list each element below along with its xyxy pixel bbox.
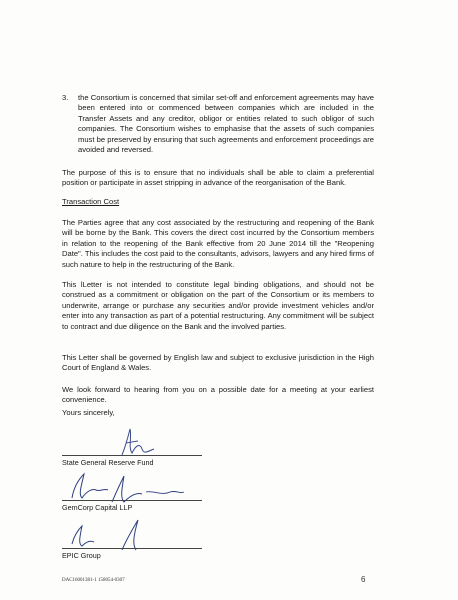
purpose-paragraph: The purpose of this is to ensure that no individuals shall be able to claim a preferential position or participate in asset stripping in advance of the reorganisation of the Bank. (62, 168, 374, 188)
signature-line-3 (62, 548, 202, 549)
signature-line-1 (62, 455, 202, 456)
paragraph-number: 3. (62, 93, 69, 102)
signatory-3: EPIC Group (62, 551, 101, 560)
signatory-1: State General Reserve Fund (62, 458, 154, 467)
transaction-cost-paragraph: The Parties agree that any cost associated by the restructuring and reopening of the Bank will be borne by the Bank. This covers the direct cost incurred by the Consortium members in relation to the reopening of the Bank effective from 20 June 2014 till the "Reopening Date". This includes the cost paid to the consultants, advisors, lawyers and any hired firms of such nature to help in the restructuring of the Bank. (62, 218, 374, 269)
salutation: Yours sincerely, (62, 408, 115, 417)
paragraph-text: the Consortium is concerned that similar set-off and enforcement agreements may have been entered into or commenced between companies which are included in the Transfer Assets and any creditor, obligor or entities related to such obligor of such companies. The Consortium wishes to emphasise that the assets of such companies must be preserved by ensuring that such agreements and enforcement proceedings are avoided and reversed. (78, 93, 374, 155)
signature-line-2 (62, 500, 202, 501)
closing-paragraph: We look forward to hearing from you on a possible date for a meeting at your earliest convenience. (62, 385, 374, 405)
page-number: 6 (361, 575, 366, 584)
document-reference: DAC16001381-1 158054-0307 (62, 578, 125, 583)
signatory-2: GemCorp Capital LLP (62, 503, 133, 512)
non-binding-paragraph: This lLetter is not intended to constitute legal binding obligations, and should not be construed as a commitment or obligation on the part of the Consortium or its members to underwrite, arrange or purchase any securities and/or provide investment vehicles and/or enter into any transaction as part of a potential restructuring. Any commitment will be subject to contract and due diligence on the Bank and the involved parties. (62, 280, 374, 331)
governing-law-paragraph: This Letter shall be governed by English law and subject to exclusive jurisdiction in the High Court of England & Wales. (62, 353, 374, 373)
transaction-cost-heading: Transaction Cost (62, 197, 120, 206)
